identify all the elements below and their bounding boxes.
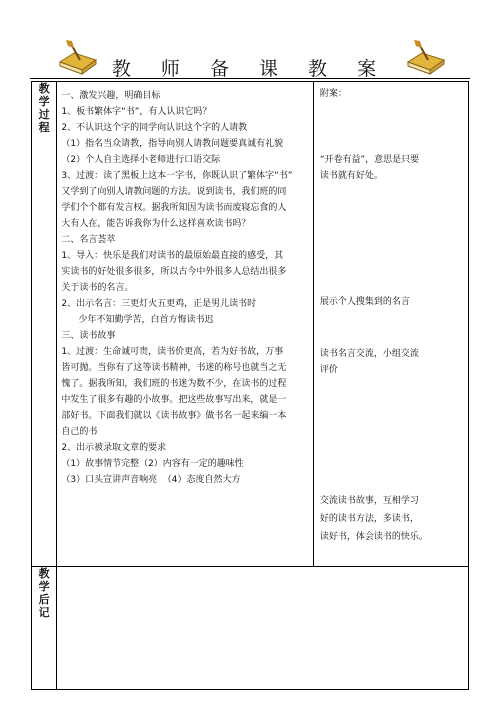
- content-line: 中发生了很多有趣的小故事。把这些故事写出来，就是一: [61, 395, 287, 405]
- content-line: 皆可抛。当你有了这等读书精神，书迷的称号也就当之无: [61, 363, 287, 373]
- title-rule: [30, 78, 470, 79]
- content-line: 又学到了向别人请教问题的方法。说到读书，我们班的同: [61, 187, 287, 197]
- note-block: [320, 294, 410, 310]
- note-line: 读书名言交流，小组交流: [319, 349, 419, 359]
- content-line: 愧了。据我所知，我们班的书迷为数不少，在读书的过程: [61, 379, 287, 389]
- notes-column: [313, 82, 468, 567]
- afterword-label-char: 后: [38, 593, 50, 606]
- content-line: （1）指名当众请教，指导向别人请教问题要真诚有礼貌: [61, 139, 284, 149]
- content-line: 2、出示被录取文章的要求: [61, 443, 167, 453]
- content-line: （2）个人自主选择小老师进行口语交际: [61, 155, 221, 165]
- content-line: （3）口头宣讲声音响亮 （4）态度自然大方: [61, 475, 241, 485]
- content-line: 自己的书: [61, 427, 98, 437]
- process-label-char: 教: [38, 82, 50, 95]
- content-line: 3、过渡：读了黑板上这本一字书，你既认识了繁体字“书”: [61, 171, 293, 181]
- process-label-cell: [32, 82, 57, 567]
- note-block: [320, 346, 419, 378]
- content-line: 三、读书故事: [61, 331, 116, 341]
- content-line: 1、导入：快乐是我们对读书的最原始最直接的感受，其: [61, 251, 284, 261]
- note-line: “开卷有益”，意思是只要: [319, 155, 420, 165]
- afterword-label-char: 教: [38, 567, 50, 580]
- process-label-char: 程: [38, 121, 50, 134]
- afterword-label: [32, 567, 56, 619]
- content-line: 二、名言荟萃: [61, 235, 116, 245]
- note-block: [320, 492, 428, 546]
- content-line: （1）故事情节完整（2）内容有一定的趣味性: [61, 459, 244, 469]
- content-line: 1、过渡：生命诚可贵，读书价更高，若为好书故，万事: [61, 347, 284, 357]
- note-block: [320, 152, 419, 184]
- note-line: 好的读书方法，多读书，: [319, 514, 419, 524]
- content-line: 学们个个都有发言权。据我所知因为读书而废寝忘食的人: [61, 203, 287, 213]
- afterword-content: [57, 567, 469, 690]
- teaching-process-content: [57, 82, 314, 567]
- note-line: 交流读书故事，互相学习: [319, 496, 419, 506]
- content-line: 一、激发兴趣，明确目标: [61, 91, 161, 101]
- process-label: [32, 82, 56, 134]
- content-line: 2、不认识这个字的同学向认识这个字的人请教: [61, 123, 248, 133]
- content-line: 大有人在，能告诉我你为什么这样喜欢读书吗？: [61, 219, 251, 229]
- content-line: 关于读书的名言。: [61, 283, 134, 293]
- note-line: 展示个人搜集到的名言: [319, 297, 410, 307]
- content-line: 少年不知勤学苦，白首方悔读书迟: [61, 315, 214, 325]
- note-line: 评价: [319, 365, 338, 375]
- process-label-char: 过: [38, 108, 50, 121]
- content-line: 实读书的好处很多很多，所以古今中外很多人总结出很多: [61, 267, 287, 277]
- afterword-label-char: 学: [38, 580, 50, 593]
- afterword-label-cell: [32, 567, 57, 690]
- note-line: 读书就有好处。: [319, 171, 383, 181]
- page-title: 教 师 备 课 教 案: [111, 58, 389, 80]
- note-line: 读好书，体会读书的快乐。: [319, 532, 428, 542]
- afterword-label-char: 记: [38, 606, 50, 619]
- content-line: 2、出示名言：三更灯火五更鸡，正是男儿读书时: [61, 299, 257, 309]
- content-line: 1、板书繁体字“书”，有人认识它吗？: [61, 107, 212, 117]
- content-line: 部好书。下面我们就以《读书故事》做书名一起来编一本: [61, 411, 287, 421]
- process-label-char: 学: [38, 95, 50, 108]
- lesson-plan-table: [31, 81, 469, 690]
- notes-heading: 附案：: [319, 89, 347, 99]
